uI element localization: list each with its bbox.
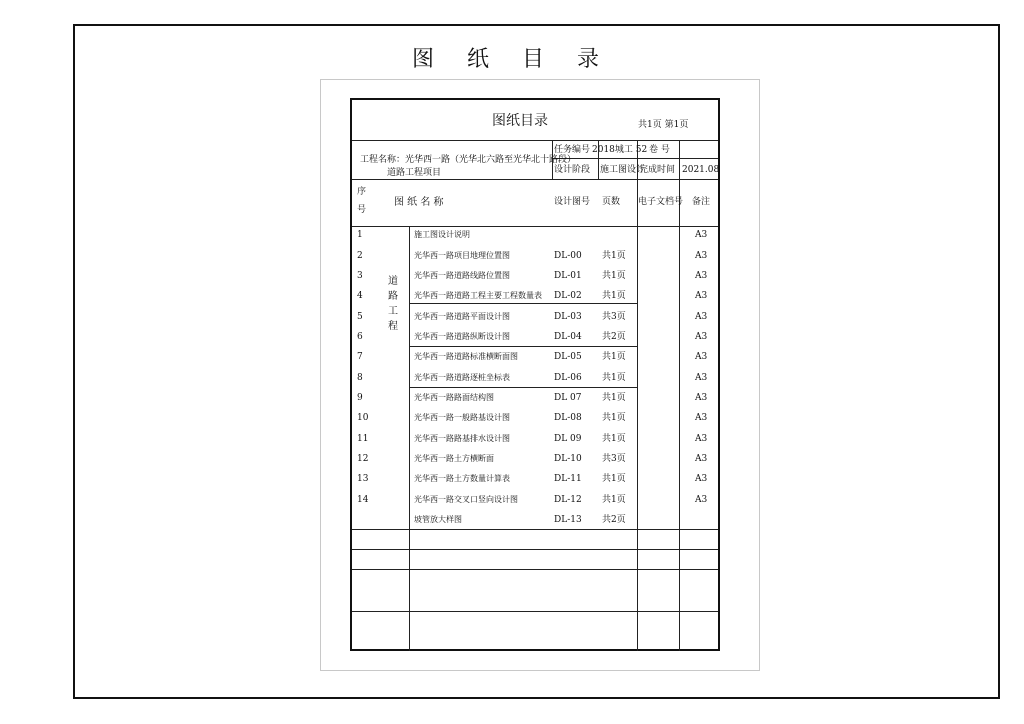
row-pages: 共1页 — [602, 291, 626, 301]
project-name-label: 工程名称：光华西一路（光华北六路至光华北十路段） — [360, 155, 577, 165]
row-remark: A3 — [695, 454, 708, 464]
col-seq-header-2: 号 — [357, 205, 367, 215]
row-pages: 共3页 — [602, 454, 626, 464]
row-pages: 共1页 — [602, 495, 626, 505]
task-no-value: 2018城工 52 — [592, 145, 648, 155]
row-pages: 共1页 — [602, 474, 626, 484]
row-pages: 共1页 — [602, 251, 626, 261]
row-remark: A3 — [695, 474, 708, 484]
row-remark: A3 — [695, 271, 708, 281]
col-seq-header-1: 序 — [357, 187, 367, 197]
row-seq: 3 — [357, 271, 363, 281]
row-name: 光华西一路路基排水设计图 — [414, 434, 510, 443]
row-seq: 5 — [357, 312, 363, 322]
col-pages-header: 页数 — [602, 197, 621, 207]
row-pages: 共1页 — [602, 352, 626, 362]
row-remark: A3 — [695, 230, 708, 240]
row-drawing-no: DL-04 — [554, 332, 582, 342]
row-name: 光华西一路道路标准横断面图 — [414, 352, 518, 361]
col-drawing-no-header: 设计图号 — [554, 197, 591, 207]
row-name: 光华西一路路面结构图 — [414, 393, 494, 402]
row-drawing-no: DL-00 — [554, 251, 582, 261]
row-remark: A3 — [695, 312, 708, 322]
drawing-index-table — [350, 98, 720, 651]
row-remark: A3 — [695, 495, 708, 505]
row-name: 坡管放大样图 — [414, 515, 462, 524]
project-name-label-2: 道路工程项目 — [387, 168, 442, 178]
task-no-label: 任务编号 — [554, 145, 591, 155]
row-drawing-no: DL-10 — [554, 454, 582, 464]
row-drawing-no: DL 09 — [554, 434, 582, 444]
row-name: 光华西一路交叉口竖向设计图 — [414, 495, 518, 504]
row-name: 光华西一路项目地理位置图 — [414, 251, 510, 260]
group-label-1: 道 — [388, 276, 398, 287]
row-name: 施工图设计说明 — [414, 230, 470, 239]
finish-time-value: 2021.08 — [682, 165, 720, 175]
row-remark: A3 — [695, 413, 708, 423]
row-drawing-no: DL-08 — [554, 413, 582, 423]
row-seq: 13 — [357, 474, 369, 484]
col-name-header: 图 纸 名 称 — [394, 197, 444, 208]
col-doc-no-header: 电子文档号 — [638, 197, 684, 207]
row-drawing-no: DL-02 — [554, 291, 582, 301]
row-remark: A3 — [695, 393, 708, 403]
row-seq: 10 — [357, 413, 369, 423]
row-seq: 2 — [357, 251, 363, 261]
volume-label: 卷 号 — [649, 145, 670, 155]
page-heading: 图 纸 目 录 — [412, 47, 612, 72]
row-seq: 4 — [357, 291, 363, 301]
col-remark-header: 备注 — [692, 197, 711, 207]
row-pages: 共3页 — [602, 312, 626, 322]
row-pages: 共1页 — [602, 413, 626, 423]
row-drawing-no: DL-01 — [554, 271, 582, 281]
row-name: 光华西一路土方数量计算表 — [414, 474, 510, 483]
row-drawing-no: DL-12 — [554, 495, 582, 505]
row-drawing-no: DL 07 — [554, 393, 582, 403]
group-label-2: 路 — [388, 291, 398, 302]
row-remark: A3 — [695, 373, 708, 383]
row-pages: 共1页 — [602, 271, 626, 281]
design-stage-label: 设计阶段 — [554, 165, 591, 175]
row-pages: 共2页 — [602, 515, 626, 525]
page-count-info: 共1页 第1页 — [638, 120, 689, 130]
row-seq: 14 — [357, 495, 369, 505]
row-pages: 共1页 — [602, 373, 626, 383]
row-remark: A3 — [695, 251, 708, 261]
row-seq: 11 — [357, 434, 369, 444]
row-seq: 12 — [357, 454, 369, 464]
table-title: 图纸目录 — [492, 113, 548, 129]
row-name: 光华西一路土方横断面 — [414, 454, 494, 463]
row-remark: A3 — [695, 434, 708, 444]
group-label-3: 工 — [388, 306, 398, 317]
row-seq: 6 — [357, 332, 363, 342]
row-pages: 共1页 — [602, 393, 626, 403]
row-pages: 共2页 — [602, 332, 626, 342]
row-name: 光华西一路一般路基设计图 — [414, 413, 510, 422]
row-seq: 7 — [357, 352, 363, 362]
group-label-4: 程 — [388, 321, 398, 332]
row-remark: A3 — [695, 352, 708, 362]
row-name: 光华西一路道路平面设计图 — [414, 312, 510, 321]
row-name: 光华西一路道路工程主要工程数量表 — [414, 291, 542, 300]
row-name: 光华西一路道路逐桩坐标表 — [414, 373, 510, 382]
row-drawing-no: DL-05 — [554, 352, 582, 362]
row-drawing-no: DL-11 — [554, 474, 582, 484]
row-remark: A3 — [695, 332, 708, 342]
row-drawing-no: DL-13 — [554, 515, 582, 525]
row-remark: A3 — [695, 291, 708, 301]
row-drawing-no: DL-03 — [554, 312, 582, 322]
row-name: 光华西一路道路线路位置图 — [414, 271, 510, 280]
row-seq: 1 — [357, 230, 363, 240]
design-stage-value: 施工图设计 — [600, 165, 646, 175]
row-seq: 8 — [357, 373, 363, 383]
row-name: 光华西一路道路纵断设计图 — [414, 332, 510, 341]
row-pages: 共1页 — [602, 434, 626, 444]
row-drawing-no: DL-06 — [554, 373, 582, 383]
finish-time-label: 完成时间 — [639, 165, 676, 175]
row-seq: 9 — [357, 393, 363, 403]
